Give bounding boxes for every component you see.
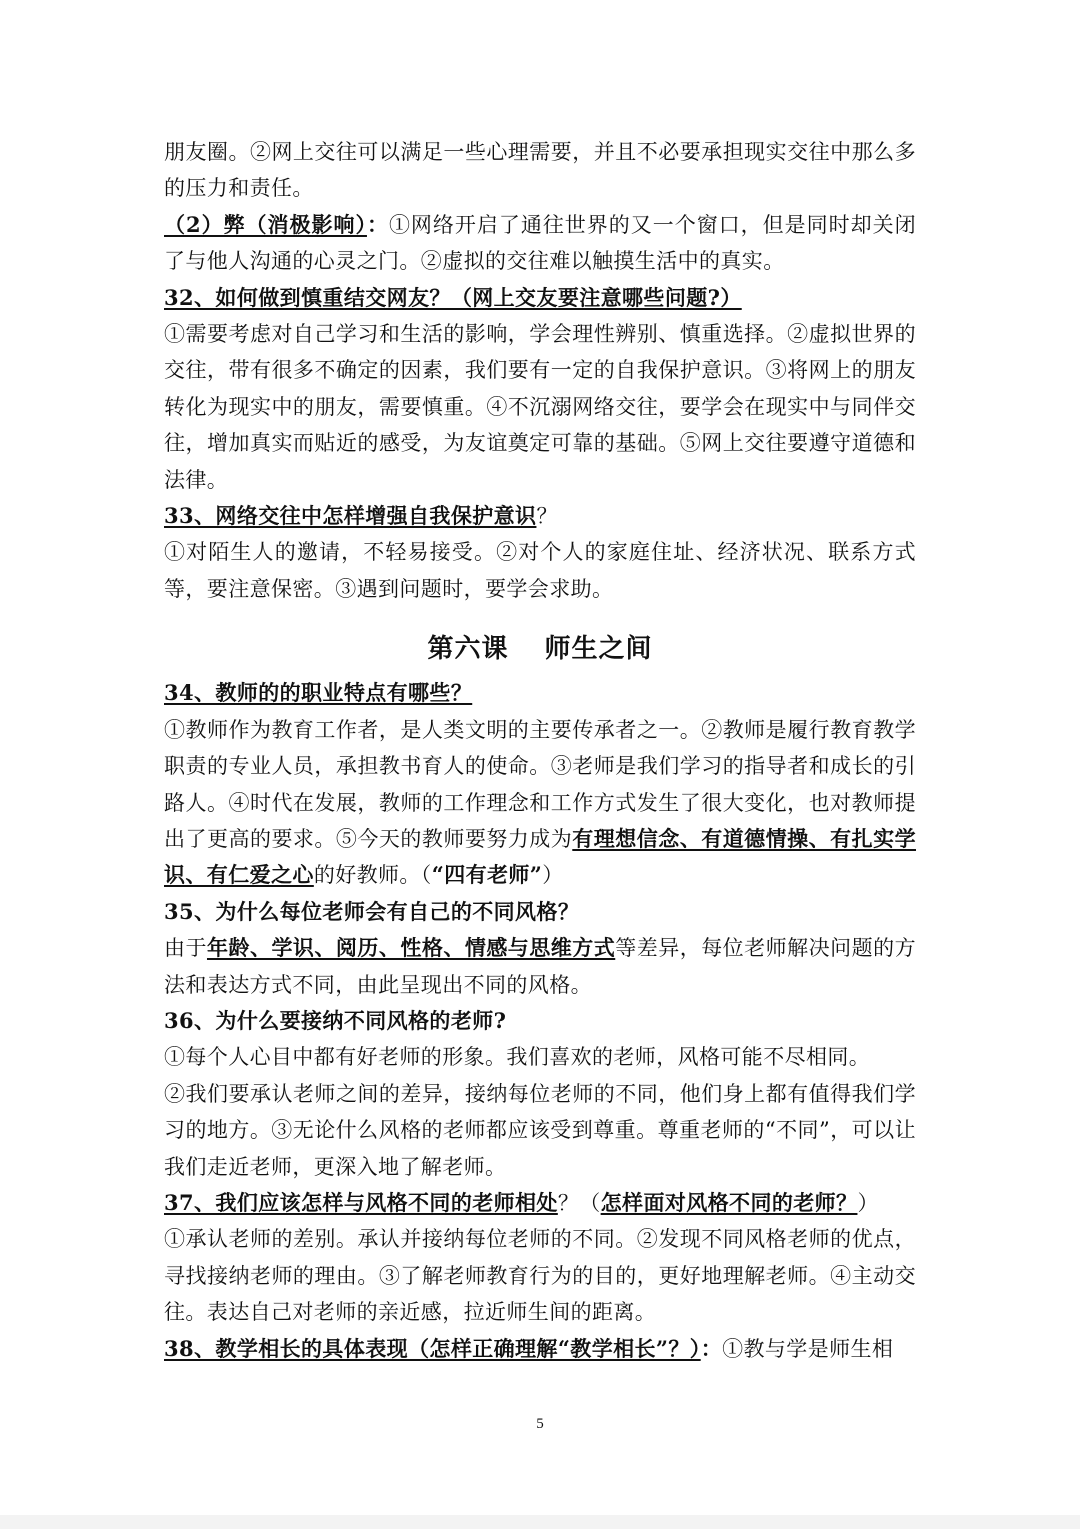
paragraph-pros-end: 朋友圈。②网上交往可以满足一些心理需要，并且不必要承担现实交往中那么多的压力和责任。	[164, 140, 916, 201]
answer-34: ①教师作为教育工作者，是人类文明的主要传承者之一。②教师是履行教育教学职责的专业人员，承担教书育人的使命。③老师是我们学习的指导者和成长的引路人。④时代在发展，教师的工作理念和工作方式发生了很大变化，也对教师提出了更高的要求。⑤今天的教师要努力成为有理想信念、有道德情操、有扎实学识、有仁爱之心的好教师。（“四有老师”）	[164, 717, 916, 888]
page-number: 5	[536, 1416, 544, 1432]
body-text	[164, 134, 916, 1367]
lesson-title: 师生之间	[544, 634, 653, 665]
question-35: 35、为什么每位老师会有自己的不同风格？	[164, 898, 580, 924]
answer-35: 由于年龄、学识、阅历、性格、情感与思维方式等差异，每位老师解决问题的方法和表达方式不同，由此呈现出不同的风格。	[164, 935, 916, 997]
style-factors: 年龄、学识、阅历、性格、情感与思维方式	[206, 935, 616, 961]
question-37: 37、我们应该怎样与风格不同的老师相处？（怎样面对风格不同的老师？）	[164, 1189, 879, 1215]
page-bottom-edge	[0, 1515, 1080, 1529]
answer-32: ①需要考虑对自己学习和生活的影响，学会理性辨别、慎重选择。②虚拟世界的交往，带有很多不确定的因素，我们要有一定的自我保护意识。③将网上的朋友转化为现实中的朋友，需要慎重。④不沉溺网络交往，要学会在现实中与同伴交往，增加真实而贴近的感受，为友谊奠定可靠的基础。⑤网上交往要遵守道德和法律。	[164, 322, 916, 492]
answer-36-part1: ①每个人心目中都有好老师的形象。我们喜欢的老师，风格可能不尽相同。	[164, 1045, 871, 1070]
lesson-number: 第六课	[427, 634, 509, 665]
answer-36-part2: ②我们要承认老师之间的差异，接纳每位老师的不同，他们身上都有值得我们学习的地方。③无论什么风格的老师都应该受到尊重。尊重老师的“不同”，可以让我们走近老师，更深入地了解老师。	[164, 1081, 916, 1179]
four-qualities: 有理想信念、有道德情操、有扎实学识、有仁爱之心	[164, 825, 916, 888]
cons-heading: （2）弊（消极影响）	[164, 211, 367, 237]
answer-33: ①对陌生人的邀请，不轻易接受。②对个人的家庭住址、经济状况、联系方式等，要注意保密。③遇到问题时，要学会求助。	[164, 540, 916, 601]
paragraph-cons: （2）弊（消极影响）：①网络开启了通往世界的又一个窗口，但是同时却关闭了与他人沟通的心灵之门。②虚拟的交往难以触摸生活中的真实。	[164, 211, 916, 274]
answer-37: ①承认老师的差别。承认并接纳每位老师的不同。②发现不同风格老师的优点，寻找接纳老师的理由。③了解老师教育行为的目的，更好地理解老师。④主动交往。表达自己对老师的亲近感，拉近师生间的距离。	[164, 1227, 916, 1325]
question-33: 33、网络交往中怎样增强自我保护意识？	[164, 503, 558, 529]
question-32: 32、如何做到慎重结交网友？（网上交友要注意哪些问题?）	[164, 284, 742, 310]
question-36: 36、为什么要接纳不同风格的老师?	[164, 1007, 507, 1033]
lesson-heading	[164, 627, 916, 671]
question-38: 38、教学相长的具体表现（怎样正确理解“教学相长”？）：①教与学是师生相	[164, 1335, 894, 1361]
question-34: 34、教师的的职业特点有哪些？	[164, 680, 473, 706]
